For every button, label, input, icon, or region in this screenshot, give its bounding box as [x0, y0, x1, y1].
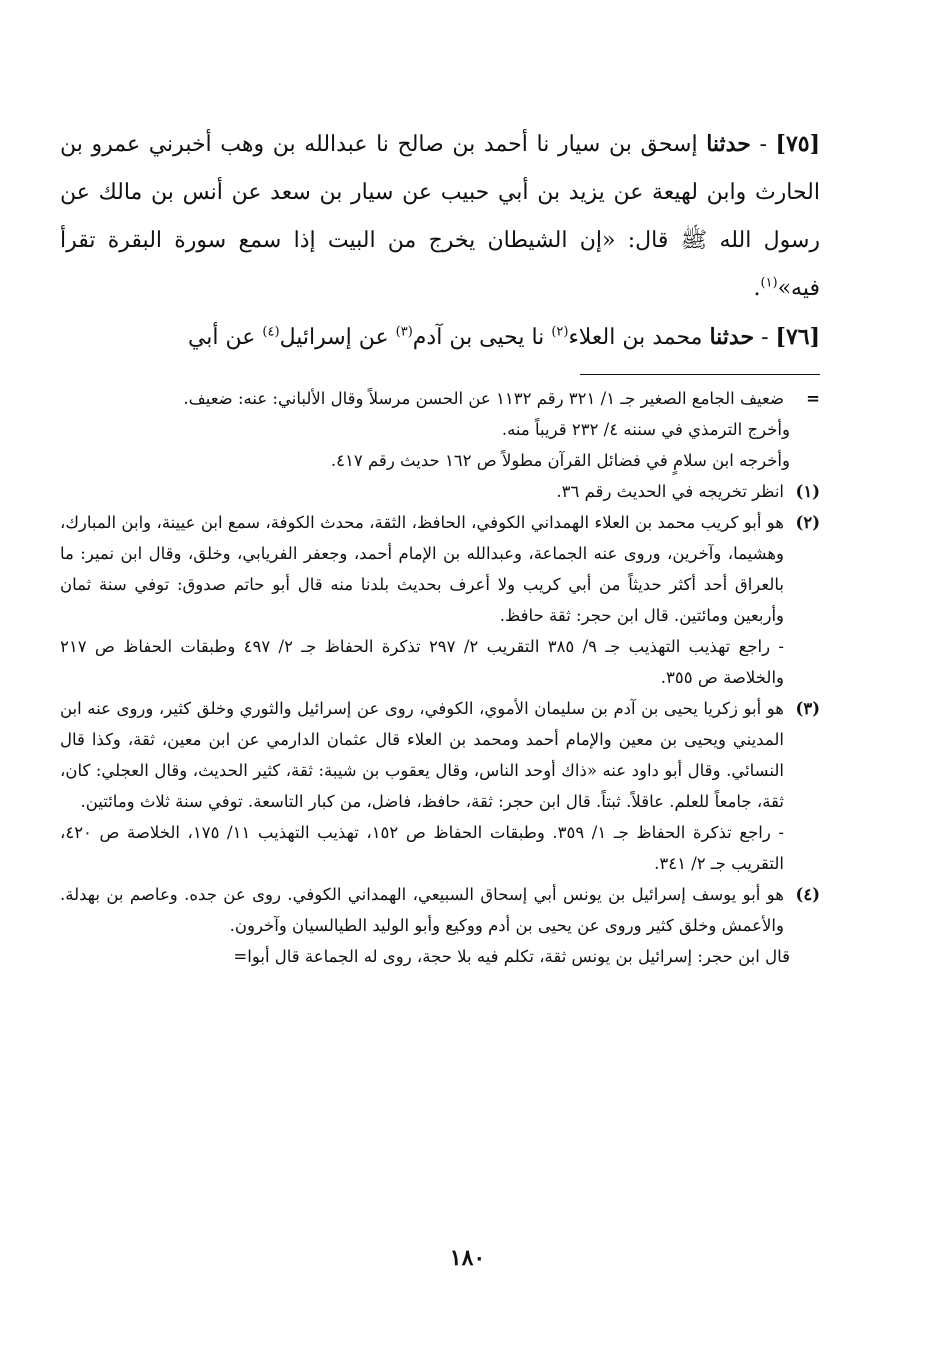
hadith-end: . — [753, 276, 761, 301]
footnote-4 — [60, 879, 820, 941]
footnote-subline: وأخرجه ابن سلامٍ في فضائل القرآن مطولاً ص ١٦٢ حديث رقم ٤١٧. — [330, 451, 790, 470]
main-text — [60, 120, 820, 362]
hadith-75: [٧٥] - حدثنا إسحق بن سيار نا أحمد بن صالح نا عبدالله بن وهب أخبرني عمرو بن الحارث وابن لهيعة عن يزيد بن أبي حبيب عن سيار بن سعد عن أنس بن مالك عن رسول الله ﷺ قال: «إن الشيطان يخرج من البيت إذا سمع سورة البقرة تقرأ فيه»$^{(١)}$. — [60, 131, 820, 301]
footnote-text: هو أبو كريب محمد بن العلاء الهمداني الكوفي، الحافظ، الثقة، محدث الكوفة، سمع ابن عيينة، وابن المبارك، وهشيما، وآخرين، وروى عنه الجماعة، وعبدالله بن الإمام أحمد، وجعفر الفريابي، وخلق، وقال ابن نمير: ما بالعراق أحد أكثر حديثاً من أبي كريب ولا أعرف بحديث بلدنا منه قال أبو حاتم صدوق: توفي سنة ثمان وأربعين ومائتين. قال ابن حجر: ثقة حافظ. — [60, 513, 784, 625]
footnote-subline: وأخرج الترمذي في سننه ٤/ ٢٣٢ قريباً منه. — [501, 420, 790, 439]
footnote-3 — [60, 693, 820, 817]
hadith-opening: حدثنا — [709, 324, 755, 350]
footnote-ref: (٤) — [262, 324, 280, 340]
footnote-1 — [60, 476, 820, 507]
footnote-text: ضعيف الجامع الصغير جـ ١/ ٣٢١ رقم ١١٣٢ عن الحسن مرسلاً وقال الألباني: عنه: ضعيف. — [183, 389, 784, 408]
footnote-divider — [580, 374, 820, 375]
hadith-number: [٧٥] — [775, 131, 820, 157]
footnote-ref: (٣) — [395, 324, 413, 340]
footnote-marker: (٣) — [795, 699, 820, 718]
footnotes — [60, 383, 820, 972]
hadith-number: [٧٦] — [775, 324, 820, 350]
footnote-subline: قال ابن حجر: إسرائيل بن يونس ثقة، تكلم فيه بلا حجة، روى له الجماعة قال أبوا= — [233, 947, 790, 966]
footnote-marker: (٢) — [795, 513, 820, 532]
hadith-76: [٧٦] - حدثنا محمد بن العلاء$^{(٢)}$ نا يحيى بن آدم$^{(٣)}$ عن إسرائيل$^{(٤)}$ عن أبي — [187, 324, 820, 350]
footnote-reference: - راجع تهذيب التهذيب جـ ٩/ ٣٨٥ التقريب ٢/ ٢٩٧ تذكرة الحفاظ جـ ٢/ ٤٩٧ وطبقات الحفاظ ص ٢١٧ والخلاصة ص ٣٥٥. — [60, 637, 784, 687]
hadith-text: عن أبي — [187, 325, 256, 350]
hadith-opening: حدثنا — [706, 131, 751, 157]
footnote-marker: (١) — [795, 482, 820, 501]
footnote-ref: (٢) — [551, 324, 569, 340]
hadith-text: عن إسرائيل — [279, 325, 389, 350]
page-content — [60, 120, 820, 972]
footnote-2 — [60, 507, 820, 631]
footnote-text: هو أبو يوسف إسرائيل بن يونس أبي إسحاق السبيعي، الهمداني الكوفي. روى عن جده. وعاصم بن بهدلة. والأعمش وخلق كثير وروى عن يحيى بن أدم ووكيع وأبو الوليد الطيالسيان وآخرون. — [60, 885, 784, 935]
hadith-text: نا يحيى بن آدم — [412, 325, 545, 350]
footnote-marker: = — [806, 389, 820, 408]
hadith-text: محمد بن العلاء — [568, 325, 703, 350]
footnote-reference: - راجع تذكرة الحفاظ جـ ١/ ٣٥٩. وطبقات الحفاظ ص ١٥٢، تهذيب التهذيب ١١/ ١٧٥، الخلاصة ص ٤٢٠، التقريب جـ ٢/ ٣٤١. — [60, 823, 784, 873]
hadith-text: إسحق بن سيار نا أحمد بن صالح نا عبدالله بن وهب أخبرني عمرو بن الحارث وابن لهيعة عن يزيد بن أبي حبيب عن سيار بن سعد عن أنس بن مالك عن رسول الله ﷺ قال: «إن الشيطان يخرج من البيت إذا سمع سورة البقرة تقرأ فيه» — [60, 132, 820, 301]
footnote-text: هو أبو زكريا يحيى بن آدم بن سليمان الأموي، الكوفي، روى عن إسرائيل والثوري وخلق كثير، وروى عنه ابن المديني ويحيى بن معين والإمام أحمد ومحمد بن العلاء قال عثمان الدارمي عن ابن معين، ثقة، وكذا قال النسائي. وقال أبو داود عنه «ذاك أوحد الناس، وقال يعقوب بن شيبة: ثقة، كثير الحديث، وقال العجلي: كان، ثقة، جامعاً للعلم. عاقلاً. ثبتاً. قال ابن حجر: ثقة، حافظ، فاضل، من كبار التاسعة. توفي سنة ثلاث ومائتين. — [60, 699, 784, 811]
footnote-marker: (٤) — [795, 885, 820, 904]
footnote-ref: (١) — [760, 275, 778, 291]
footnote-text: انظر تخريجه في الحديث رقم ٣٦. — [556, 482, 784, 501]
footnote-continued — [60, 383, 820, 414]
page-number: ١٨٠ — [449, 1245, 486, 1271]
